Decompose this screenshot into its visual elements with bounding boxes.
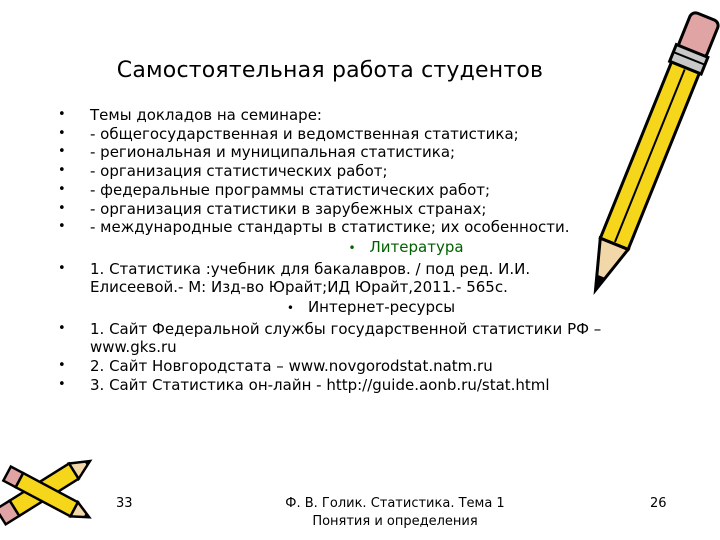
list-item [56,218,666,237]
bullet: • [58,320,66,336]
topic-item: - общегосударственная и ведомственная статистика; [90,124,519,143]
literature-item [56,260,666,297]
list-item [56,125,666,144]
internet-heading [56,297,666,318]
literature-line: 1. Статистика :учебник для бакалавров. / под ред. И.И. [90,259,531,278]
internet-item [56,357,666,376]
list-item [56,143,666,162]
seminar-heading: Темы докладов на семинаре: [90,106,322,124]
topic-item: - организация статистики в зарубежных странах; [90,199,487,218]
bullet: • [58,260,66,276]
footer-line: Ф. В. Голик. Статистика. Тема 1 [285,496,505,511]
bullet: • [58,107,66,122]
list-item [56,200,666,219]
page-number: 26 [650,496,667,511]
footer-left: 33 [116,496,133,511]
topic-item: - федеральные программы статистических работ; [90,180,491,199]
bullet: • [58,125,66,141]
slide-content [56,106,666,394]
internet-label: Интернет-ресурсы [307,297,456,316]
slide-title: Самостоятельная работа студентов [116,58,544,83]
literature-label: Литература [369,237,464,256]
bullet: • [286,300,294,315]
bullet: • [58,376,66,392]
internet-link-text: www.gks.ru [90,338,177,357]
literature-heading [56,237,666,258]
bullet: • [348,240,356,255]
footer-center [270,495,520,531]
topic-item: - организация статистических работ; [90,162,388,181]
internet-link-text: 2. Сайт Новгородстата – www.novgorodstat.natm.ru [90,356,493,375]
list-item [56,181,666,200]
literature-line: Елисеевой.- М: Изд-во Юрайт;ИД Юрайт,2011.- 565с. [90,278,508,297]
internet-item [56,320,666,357]
bullet: • [58,219,66,235]
bullet: • [58,144,66,160]
footer-line: Понятия и определения [312,514,478,529]
list-item [56,106,666,125]
bullet: • [58,200,66,216]
list-item [56,162,666,181]
topic-item: - международные стандарты в статистике; их особенности. [90,218,570,237]
internet-link-text: 3. Сайт Статистика он-лайн - http://guide.aonb.ru/stat.html [90,375,550,394]
bullet: • [58,357,66,373]
topic-item: - региональная и муниципальная статистика; [90,143,456,162]
internet-item [56,376,666,395]
bullet: • [58,163,66,179]
pencils-icon [0,435,110,540]
internet-link-text: 1. Сайт Федеральной службы государственной статистики РФ – [90,319,602,338]
bullet: • [58,181,66,197]
